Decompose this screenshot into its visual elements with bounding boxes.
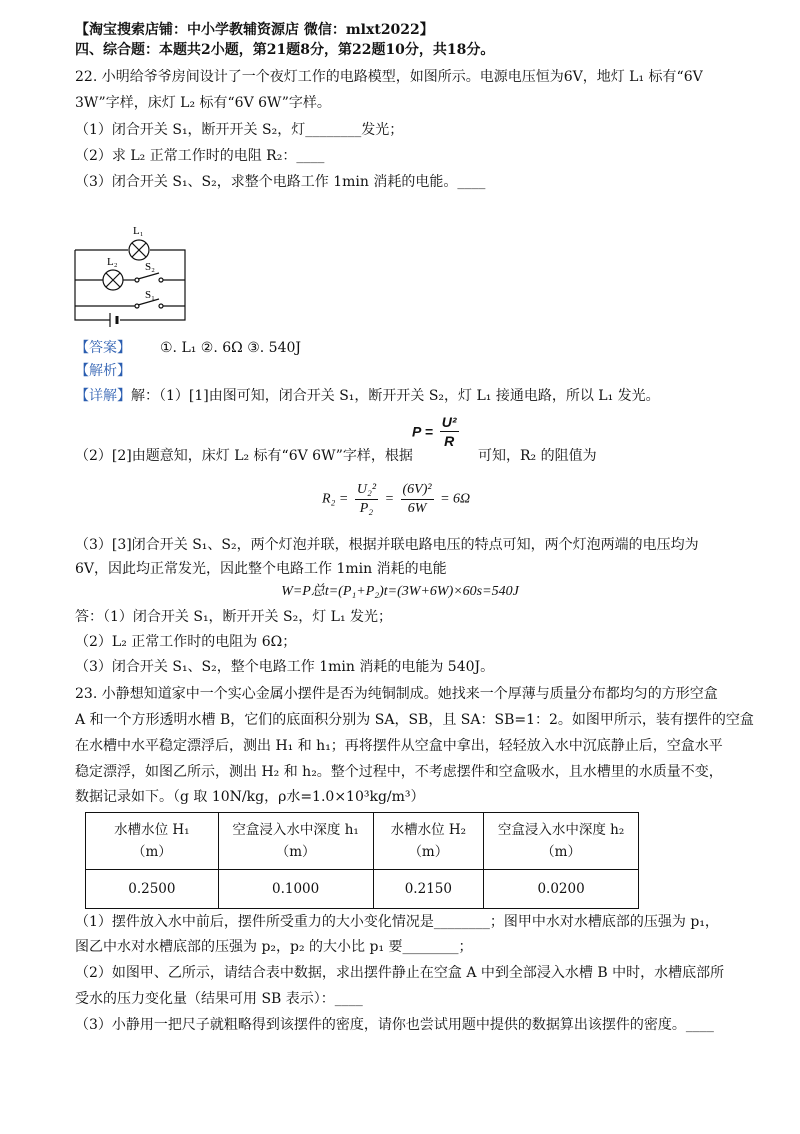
q23-stem-4: 稳定漂浮，如图乙所示，测出 H₂ 和 h₂。整个过程中，不考虑摆件和空盒吸水，且水槽里的水质量不变， <box>75 764 723 780</box>
section-title: 四、综合题：本题共2小题，第21题8分，第22题10分，共18分。 <box>75 42 495 58</box>
formula-p-fraction <box>440 413 459 450</box>
analysis-label: 【解析】 <box>75 363 131 379</box>
q22-part-1: （1）闭合开关 S₁，断开开关 S₂，灯________发光； <box>75 122 404 138</box>
formula-r-rhs: = 6Ω <box>440 491 471 507</box>
table-header-row <box>86 813 639 870</box>
label-l1: L₁ <box>133 225 144 237</box>
table-cell: 0.0200 <box>484 870 639 909</box>
q22-stem-1: 22. 小明给爷爷房间设计了一个夜灯工作的电路模型，如图所示。电源电压恒为6V，地灯 L₁ 标有“6V <box>75 69 703 85</box>
formula-r-eq: = <box>384 491 395 507</box>
formula-p-lhs: P = <box>412 423 433 440</box>
formula-r-den1: P₂ <box>359 501 374 516</box>
formula-r-lhs: R₂ = <box>322 491 349 507</box>
answer-text: ①. L₁ ②. 6Ω ③. 540J <box>160 340 302 356</box>
q23-part-2a: （2）如图甲、乙所示，请结合表中数据，求出摆件静止在空盒 A 中到全部浸入水槽 B 中时，水槽底部所 <box>75 965 725 981</box>
header-line: 【淘宝搜索店铺：中小学教辅资源店 微信：mlxt2022】 <box>75 22 434 38</box>
formula-r-num1: U₂² <box>355 481 378 500</box>
label-l2: L₂ <box>107 256 118 268</box>
q22-stem-2: 3W”字样，床灯 L₂ 标有“6V 6W”字样。 <box>75 95 331 111</box>
formula-r-fraction-2 <box>401 481 434 518</box>
table-cell: 0.2500 <box>86 870 219 909</box>
formula-r-fraction-1 <box>355 481 378 518</box>
answer-line-3: （3）闭合开关 S₁、S₂，整个电路工作 1min 消耗的电能为 540J。 <box>75 659 495 675</box>
q23-stem-3: 在水槽中水平稳定漂浮后，测出 H₁ 和 h₁；再将摆件从空盒中拿出，轻轻放入水中沉底静止后，空盒水平 <box>75 738 723 754</box>
formula-p <box>412 413 462 450</box>
q23-part-1a: （1）摆件放入水中前后，摆件所受重力的大小变化情况是________；图甲中水对水槽底部的压强为 p₁， <box>75 914 719 930</box>
table-header-cell: 水槽水位 H₂ （m） <box>373 813 484 870</box>
q23-stem-5: 数据记录如下。（g 取 10N/kg，ρ水=1.0×10³kg/m³） <box>75 789 425 805</box>
formula-r <box>322 481 470 518</box>
formula-p-num: U² <box>441 414 457 430</box>
q23-stem-1: 23. 小静想知道家中一个实心金属小摆件是否为纯铜制成。她找来一个厚薄与质量分布都均匀的方形空盒 <box>75 686 718 702</box>
answer-line-1: 答：（1）闭合开关 S₁，断开开关 S₂，灯 L₁ 发光； <box>75 609 393 625</box>
table-header-cell: 空盒浸入水中深度 h₂ （m） <box>484 813 639 870</box>
q23-part-3: （3）小静用一把尺子就粗略得到该摆件的密度，请你也尝试用题中提供的数据算出该摆件的密度。____ <box>75 1017 714 1033</box>
lamp-l2-icon <box>103 270 123 290</box>
table-row <box>86 870 639 909</box>
detail-label: 【详解】 <box>75 388 131 404</box>
formula-r-den2: 6W <box>407 501 427 516</box>
answer-label: 【答案】 <box>75 340 131 356</box>
table-cell: 0.1000 <box>218 870 373 909</box>
answer-line-2: （2）L₂ 正常工作时的电阻为 6Ω； <box>75 634 297 650</box>
battery-icon <box>110 313 117 327</box>
q23-part-2b: 受水的压力变化量（结果可用 SB 表示）：____ <box>75 991 363 1007</box>
detail-line-1 <box>75 386 660 406</box>
label-s2: S₂ <box>145 261 155 273</box>
detail-line-2-pre: （2）[2]由题意知，床灯 L₂ 标有“6V 6W”字样，根据 <box>75 448 413 464</box>
detail-line-2-post: 可知，R₂ 的阻值为 <box>478 448 597 464</box>
formula-p-den: R <box>444 433 455 449</box>
q23-part-1b: 图乙中水对水槽底部的压强为 p₂，p₂ 的大小比 p₁ 要________； <box>75 939 473 955</box>
q22-part-2: （2）求 L₂ 正常工作时的电阻 R₂：____ <box>75 148 325 164</box>
detail-text-1: 解：（1）[1]由图可知，闭合开关 S₁，断开开关 S₂，灯 L₁ 接通电路，所以 L₁ 发光。 <box>131 388 660 404</box>
formula-w: W=P总t=(P₁+P₂)t=(3W+6W)×60s=540J <box>281 584 519 599</box>
table-header-cell: 空盒浸入水中深度 h₁ （m） <box>218 813 373 870</box>
formula-r-num2: (6V)² <box>401 481 434 500</box>
table-header-cell: 水槽水位 H₁ （m） <box>86 813 219 870</box>
circuit-diagram <box>65 220 195 330</box>
switch-s2-icon <box>135 273 163 282</box>
data-table <box>85 812 639 909</box>
q22-part-3: （3）闭合开关 S₁、S₂，求整个电路工作 1min 消耗的电能。____ <box>75 174 486 190</box>
detail-line-3a: （3）[3]闭合开关 S₁、S₂，两个灯泡并联，根据并联电路电压的特点可知，两个灯泡两端的电压均为 <box>75 537 699 553</box>
lamp-l1-icon <box>129 240 149 260</box>
label-s1: S₁ <box>145 289 155 301</box>
table-cell: 0.2150 <box>373 870 484 909</box>
q23-stem-2: A 和一个方形透明水槽 B，它们的底面积分别为 SA，SB，且 SA：SB=1：2。如图甲所示，装有摆件的空盒 <box>75 712 754 728</box>
detail-line-3b: 6V，因此均正常发光，因此整个电路工作 1min 消耗的电能 <box>75 561 447 577</box>
